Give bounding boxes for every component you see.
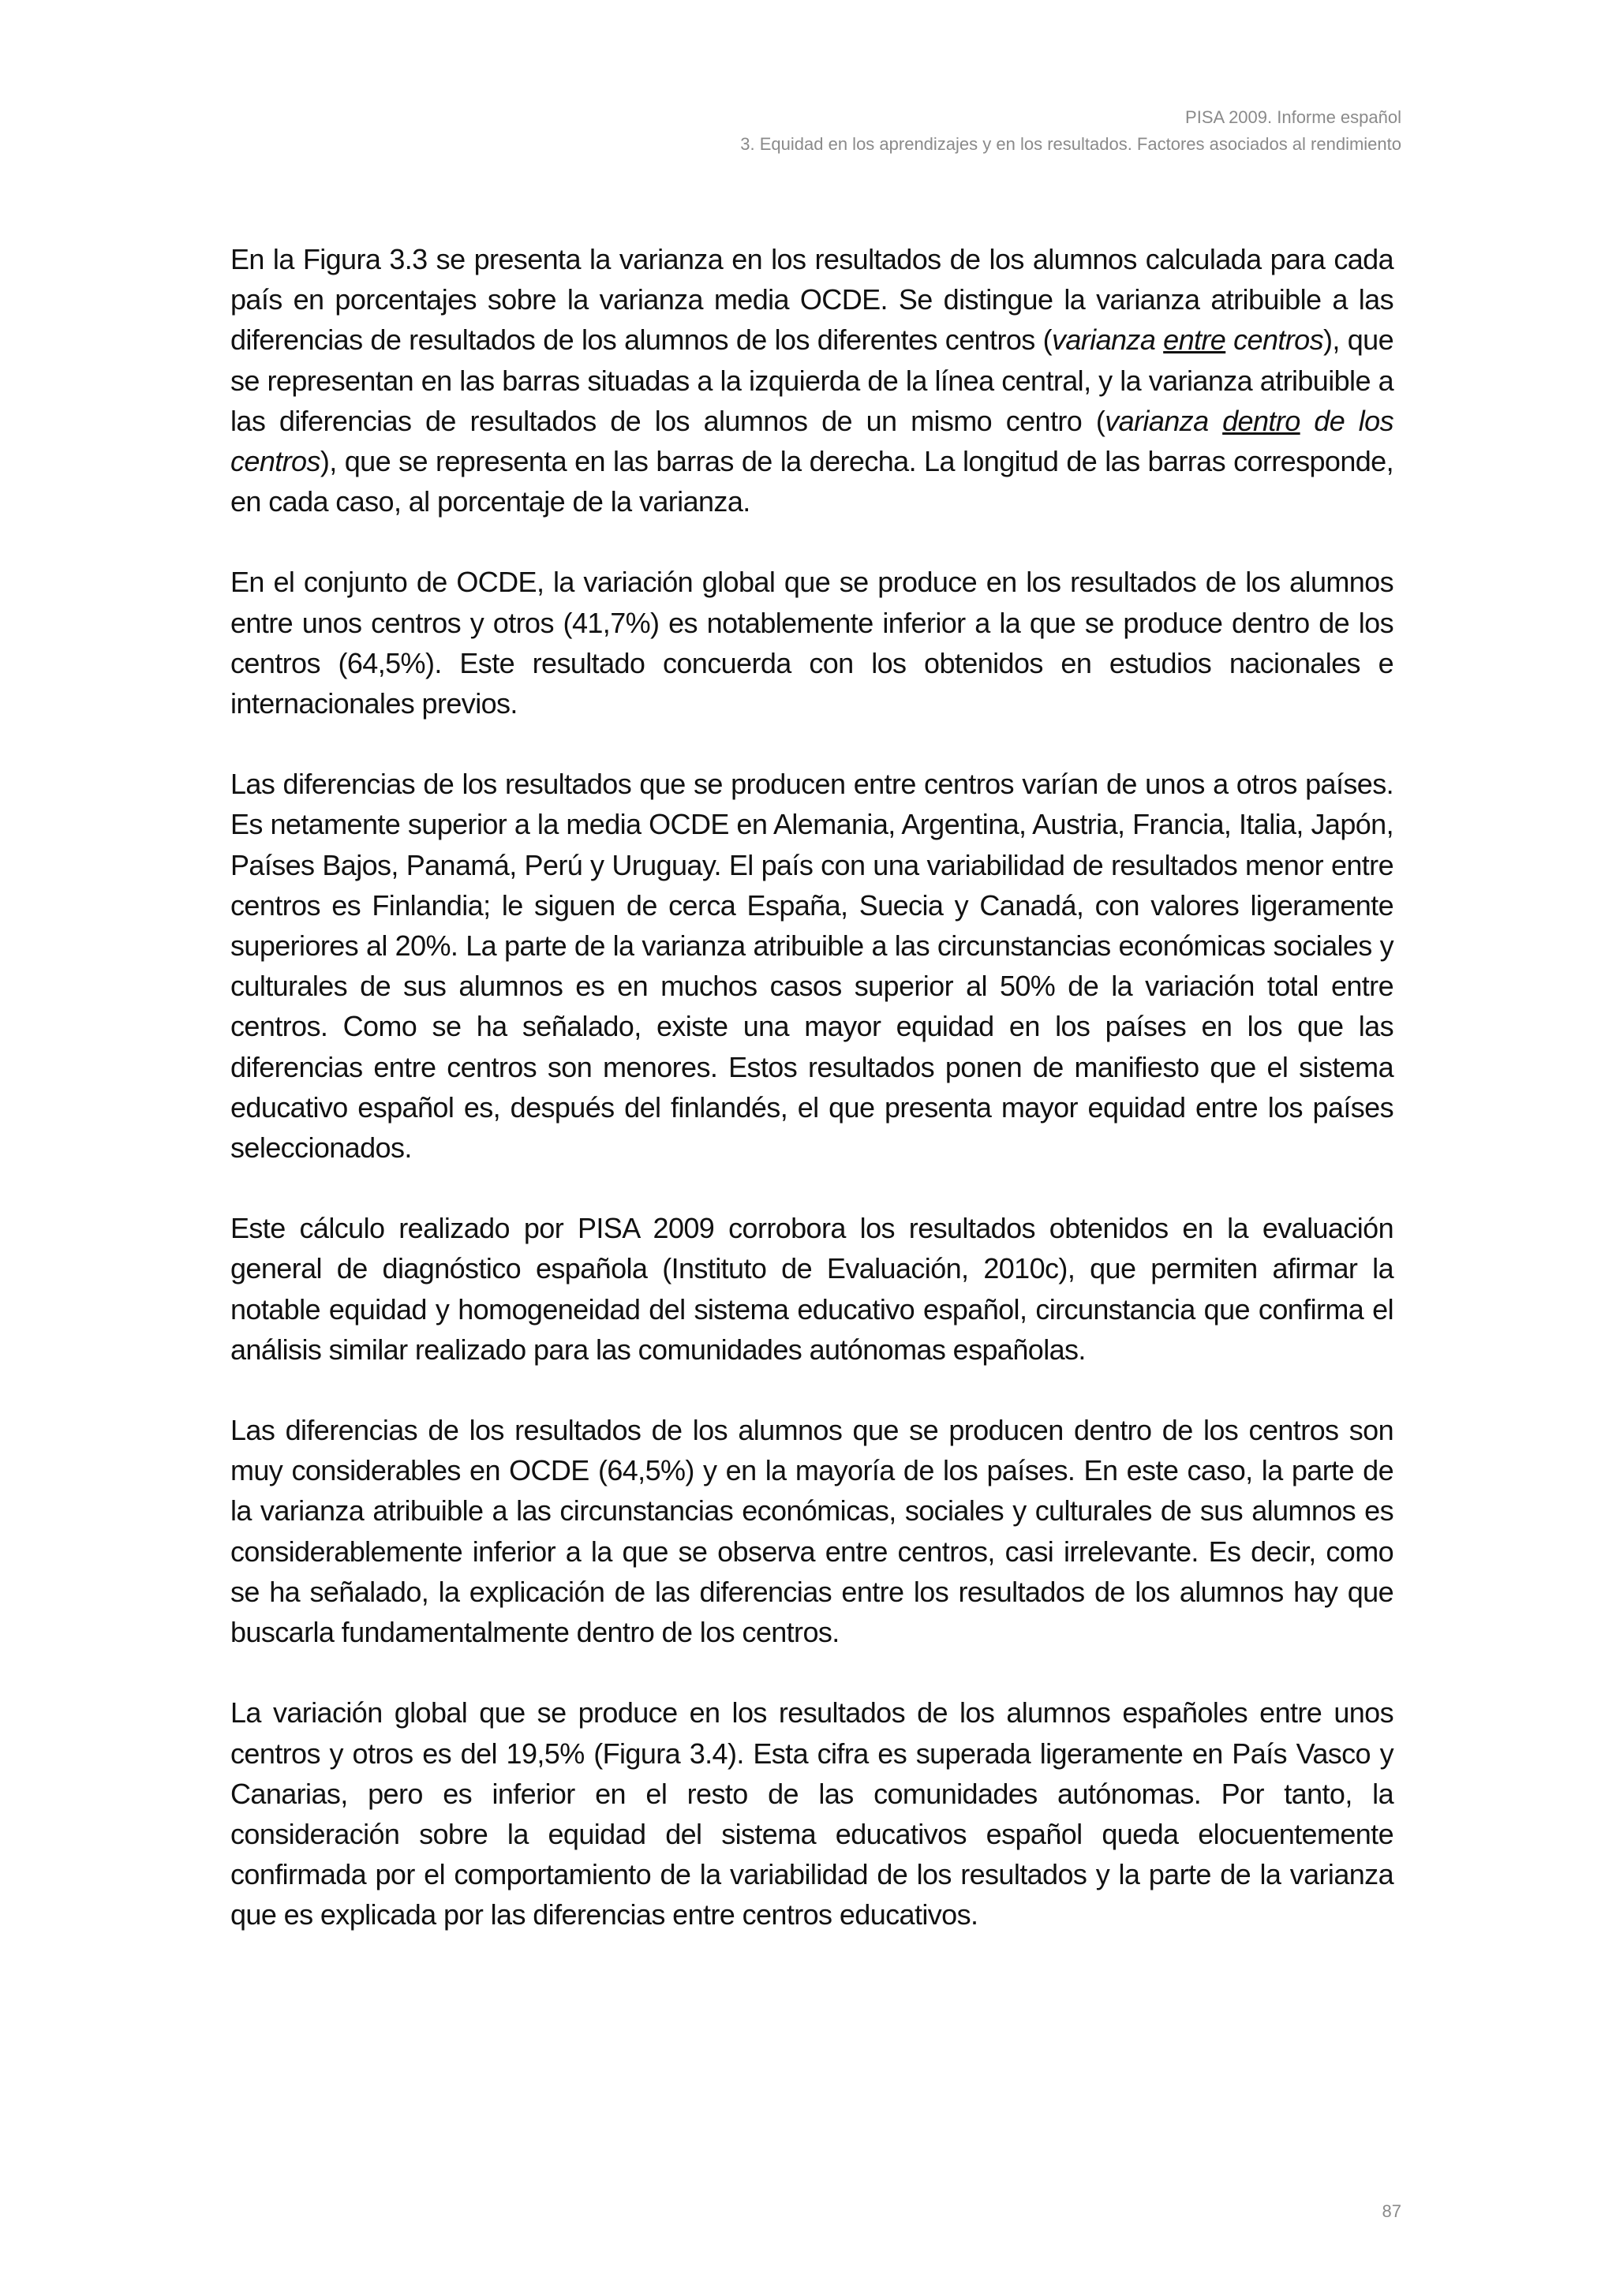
header-publication-title: PISA 2009. Informe español (1185, 107, 1401, 127)
p1-text-a: En la Figura 3.3 se presenta la varianza en los resultados de los alumnos calculada para cada país en porcentajes sobre la varianza media OCDE. Se distingue la varianza atribuible a las diferencias de resultados de los alumnos de los diferentes centros ( (230, 243, 1393, 357)
paragraph-3: Las diferencias de los resultados que se producen entre centros varían de unos a otros países. Es netamente superior a la media OCDE en Alemania, Argentina, Austria, Francia, Italia, Japón, Países Bajos, Panamá, Perú y Uruguay. El país con una variabilidad de resultados menor entre centros es Finlandia; le siguen de cerca España, Suecia y Canadá, con valores ligeramente superiores al 20%. La parte de la varianza atribuible a las circunstancias económicas sociales y culturales de sus alumnos es en muchos casos superior al 50% de la variación total entre centros. Como se ha señalado, existe una mayor equidad en los países en los que las diferencias entre centros son menores. Estos resultados ponen de manifiesto que el sistema educativo español es, después del finlandés, el que presenta mayor equidad entre los países seleccionados. (230, 768, 1393, 1165)
page-number: 87 (1382, 2201, 1401, 2221)
running-header (740, 104, 1401, 158)
paragraph-1 (230, 239, 1393, 522)
header-chapter-title: 3. Equidad en los aprendizajes y en los resultados. Factores asociados al rendimiento (740, 134, 1401, 154)
paragraph-4: Este cálculo realizado por PISA 2009 corrobora los resultados obtenidos en la evaluación general de diagnóstico española (Instituto de Evaluación, 2010c), que permiten afirmar la notable equidad y homogeneidad del sistema educativo español, circunstancia que confirma el análisis similar realizado para las comunidades autónomas españolas. (230, 1212, 1393, 1366)
p1-underline-entre: entre (1163, 323, 1226, 357)
paragraph-6: La variación global que se produce en los resultados de los alumnos españoles entre unos centros y otros es del 19,5% (Figura 3.4). Esta cifra es superada ligeramente en País Vasco y Canarias, pero es inferior en el resto de las comunidades autónomas. Por tanto, la consideración sobre la equidad del sistema educativos español queda elocuentemente confirmada por el comportamiento de la variabilidad de los resultados y la parte de la varianza que es explicada por las diferencias entre centros educativos. (230, 1696, 1393, 1931)
paragraph-5: Las diferencias de los resultados de los alumnos que se producen dentro de los centros son muy considerables en OCDE (64,5%) y en la mayoría de los países. En este caso, la parte de la varianza atribuible a las circunstancias económicas, sociales y culturales de sus alumnos es considerablemente inferior a la que se observa entre centros, casi irrelevante. Es decir, como se ha señalado, la explicación de las diferencias entre los resultados de los alumnos hay que buscarla fundamentalmente dentro de los centros. (230, 1414, 1393, 1649)
p1-text-b: ), que se representan en las barras situadas a la izquierda de la línea central, y la varianza atribuible a las diferencias de resultados de los alumnos de un mismo centro ( (230, 323, 1393, 437)
body-text (230, 239, 1393, 1976)
p1-italic-1: varianza (1051, 323, 1164, 357)
p1-text-c: ), que se representa en las barras de la derecha. La longitud de las barras corresponde, en cada caso, al porcentaje de la varianza. (230, 445, 1393, 518)
p1-italic-2: centros (1225, 323, 1324, 357)
p1-underline-dentro: dentro (1222, 404, 1300, 437)
p1-italic-4: de los centros (230, 404, 1393, 478)
paragraph-2: En el conjunto de OCDE, la variación global que se produce en los resultados de los alumnos entre unos centros y otros (41,7%) es notablemente inferior a la que se produce dentro de los centros (64,5%). Este resultado concuerda con los obtenidos en estudios nacionales e internacionales previos. (230, 566, 1393, 720)
p1-italic-3: varianza (1105, 404, 1223, 437)
